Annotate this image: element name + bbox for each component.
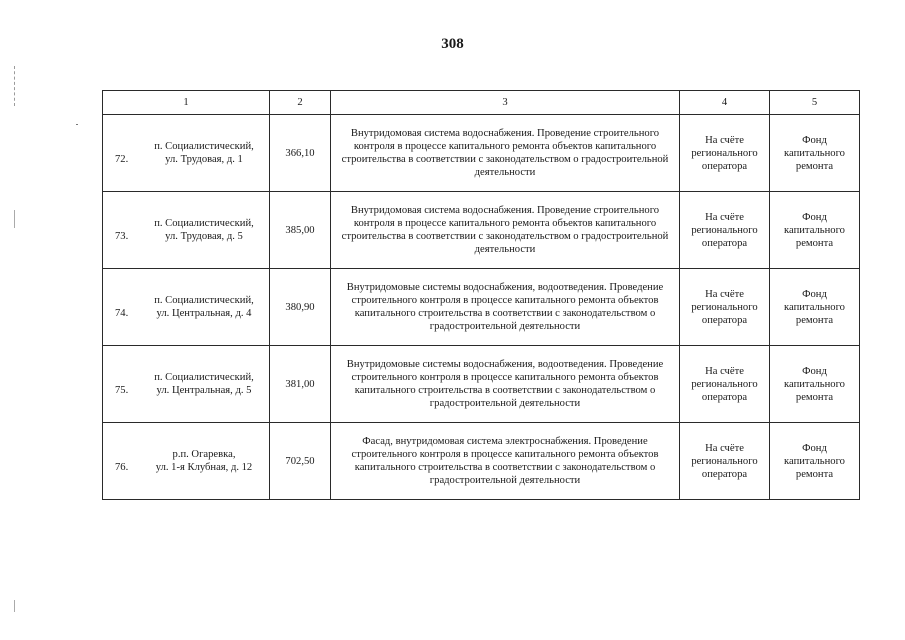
row-number: 74. bbox=[115, 308, 129, 319]
work-description-cell bbox=[331, 192, 680, 269]
address-cell bbox=[103, 423, 270, 500]
column-header-4: 4 bbox=[680, 91, 770, 115]
column-header-1: 1 bbox=[103, 91, 270, 115]
row-number: 75. bbox=[115, 385, 129, 396]
address-cell bbox=[103, 115, 270, 192]
column-header-3: 3 bbox=[331, 91, 680, 115]
work-description-cell bbox=[331, 115, 680, 192]
row-number: 72. bbox=[115, 154, 129, 165]
work-description-cell bbox=[331, 346, 680, 423]
funding-source-cell: Фонд капитального ремонта bbox=[770, 269, 860, 346]
column-header-5: 5 bbox=[770, 91, 860, 115]
scan-margin-mark bbox=[14, 66, 16, 106]
row-number: 76. bbox=[115, 462, 129, 473]
account-cell: На счёте регионального оператора bbox=[680, 115, 770, 192]
table-row bbox=[103, 346, 860, 423]
address-line-2: ул. Трудовая, д. 5 bbox=[165, 231, 243, 242]
value-cell: 366,10 bbox=[270, 115, 331, 192]
address-line-2: ул. Центральная, д. 4 bbox=[156, 308, 252, 319]
account-cell: На счёте регионального оператора bbox=[680, 423, 770, 500]
table-row bbox=[103, 423, 860, 500]
address-line-1: п. Социалистический, bbox=[154, 372, 254, 383]
repair-works-table bbox=[102, 90, 860, 500]
funding-source-cell: Фонд капитального ремонта bbox=[770, 423, 860, 500]
work-description-cell bbox=[331, 269, 680, 346]
funding-source-cell: Фонд капитального ремонта bbox=[770, 192, 860, 269]
scan-margin-mark bbox=[14, 600, 15, 612]
value-cell: 380,90 bbox=[270, 269, 331, 346]
work-description: Внутридомовые системы водоснабжения, водоотведения. Проведение строительного контроля в процессе капитального ремонта объектов капитального строительства в соответствии с законодательством о градостроительной деятельности bbox=[346, 282, 664, 332]
value-cell: 385,00 bbox=[270, 192, 331, 269]
address-line-2: ул. Центральная, д. 5 bbox=[156, 385, 252, 396]
value-cell: 702,50 bbox=[270, 423, 331, 500]
table-row bbox=[103, 115, 860, 192]
address-line-1: п. Социалистический, bbox=[154, 295, 254, 306]
work-description: Внутридомовая система водоснабжения. Проведение строительного контроля в процессе капитального ремонта объектов капитального строительства в соответствии с законодательством о градостроительной деятельности bbox=[341, 128, 669, 178]
address-line-2: ул. 1-я Клубная, д. 12 bbox=[155, 462, 253, 473]
account-cell: На счёте регионального оператора bbox=[680, 192, 770, 269]
address-cell bbox=[103, 269, 270, 346]
table-header-row bbox=[103, 91, 860, 115]
address-cell bbox=[103, 192, 270, 269]
address-line-1: п. Социалистический, bbox=[154, 218, 254, 229]
page-number: 308 bbox=[441, 36, 464, 52]
work-description: Внутридомовые системы водоснабжения, водоотведения. Проведение строительного контроля в процессе капитального ремонта объектов капитального строительства в соответствии с законодательством о градостроительной деятельности bbox=[346, 359, 664, 409]
scan-margin-mark bbox=[14, 210, 15, 228]
scan-speck bbox=[76, 124, 78, 125]
value-cell: 381,00 bbox=[270, 346, 331, 423]
work-description: Внутридомовая система водоснабжения. Проведение строительного контроля в процессе капитального ремонта объектов капитального строительства в соответствии с законодательством о градостроительной деятельности bbox=[341, 205, 669, 255]
address-line-1: р.п. Огаревка, bbox=[172, 449, 236, 460]
column-header-2: 2 bbox=[270, 91, 331, 115]
account-cell: На счёте регионального оператора bbox=[680, 346, 770, 423]
row-number: 73. bbox=[115, 231, 129, 242]
table-row bbox=[103, 192, 860, 269]
funding-source-cell: Фонд капитального ремонта bbox=[770, 346, 860, 423]
funding-source-cell: Фонд капитального ремонта bbox=[770, 115, 860, 192]
work-description: Фасад, внутридомовая система электроснабжения. Проведение строительного контроля в процессе капитального ремонта объектов капитального строительства в соответствии с законодательством о градостроительной деятельности bbox=[351, 436, 659, 486]
work-description-cell bbox=[331, 423, 680, 500]
address-line-1: п. Социалистический, bbox=[154, 141, 254, 152]
address-cell bbox=[103, 346, 270, 423]
address-line-2: ул. Трудовая, д. 1 bbox=[165, 154, 243, 165]
account-cell: На счёте регионального оператора bbox=[680, 269, 770, 346]
table-row bbox=[103, 269, 860, 346]
